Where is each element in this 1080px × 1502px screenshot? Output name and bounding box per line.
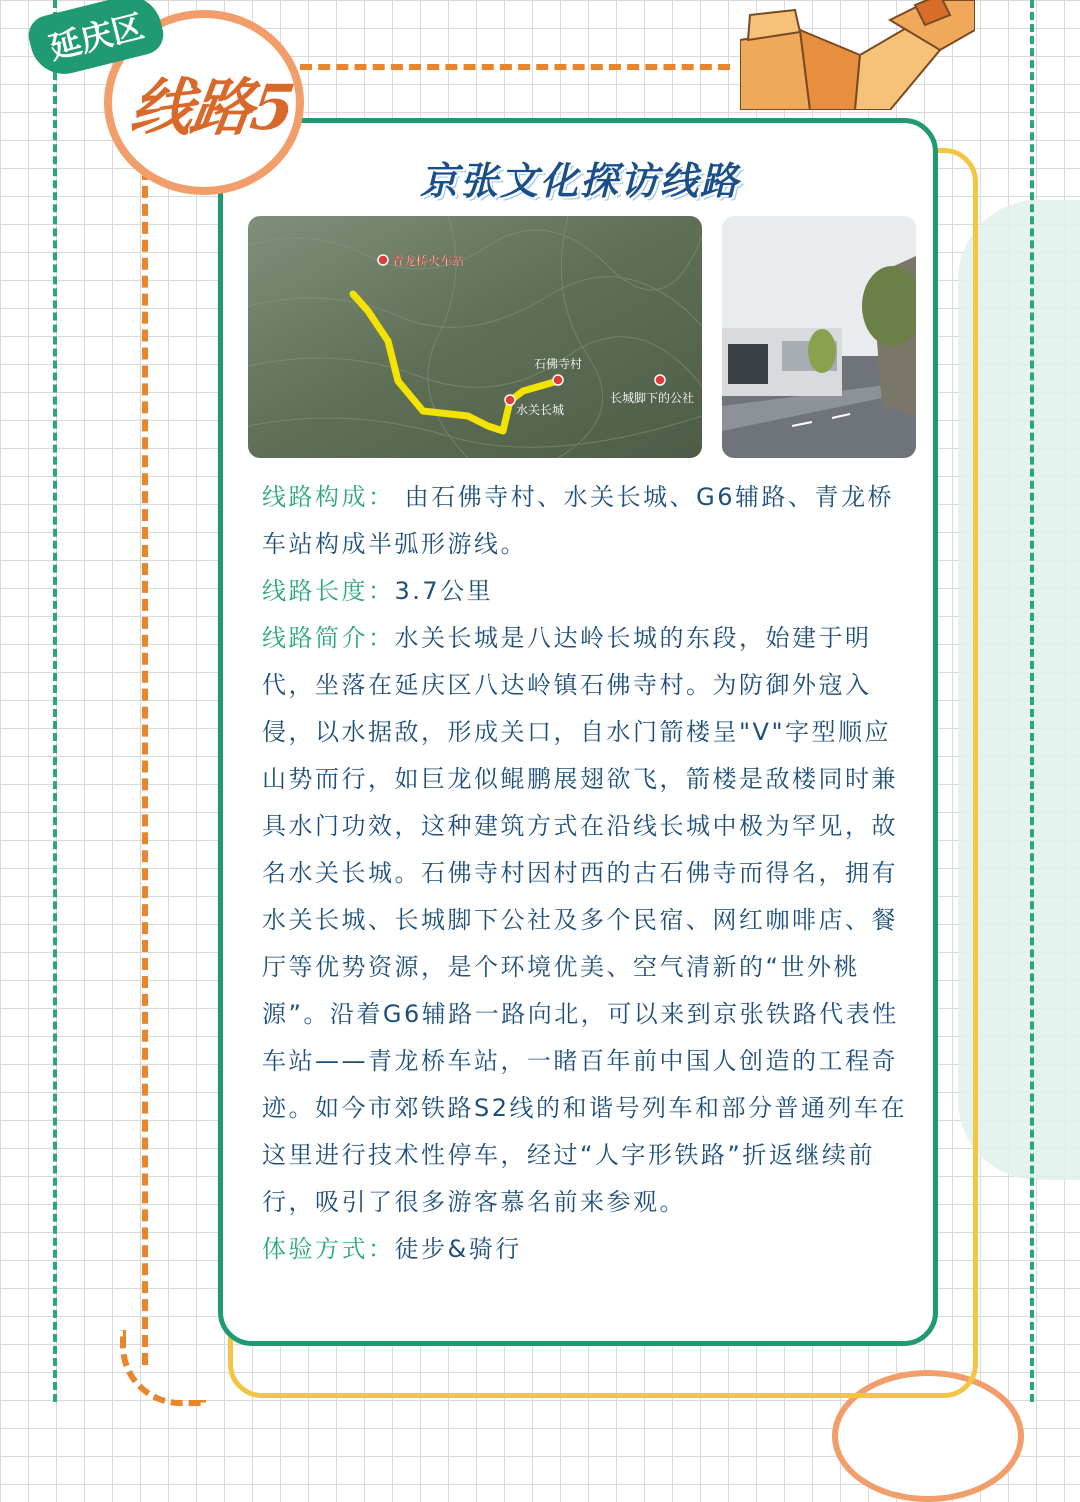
street-photo <box>722 216 916 458</box>
map-marker-qinglongqiao <box>378 255 388 265</box>
composition-label: 线路构成： <box>262 483 395 511</box>
map-label-shuiguan: 水关长城 <box>516 403 565 417</box>
intro-label: 线路简介： <box>262 624 395 652</box>
composition-text: 由石佛寺村、水关长城、G6辅路、青龙桥车站构成半弧形游线。 <box>262 483 895 558</box>
decorative-dashed-line-right <box>1030 0 1034 1402</box>
experience-label: 体验方式： <box>262 1235 395 1263</box>
district-tag: 延庆区 <box>24 0 167 81</box>
route-number-title: 线路5 <box>126 71 298 144</box>
intro-paragraph <box>262 615 917 1226</box>
length-paragraph <box>262 568 917 615</box>
map-label-changcheng: 长城脚下的公社 <box>610 391 695 405</box>
map-label-shifosi: 石佛寺村 <box>534 357 583 371</box>
decorative-dashed-line-left <box>53 0 57 1402</box>
length-text: 3.7公里 <box>394 577 494 605</box>
route-map <box>248 216 702 458</box>
route-description <box>262 474 917 1273</box>
composition-paragraph <box>262 474 917 568</box>
map-marker-shifosi <box>553 375 563 385</box>
decorative-orange-dash-top <box>300 64 730 70</box>
decorative-orange-arc <box>120 1330 206 1406</box>
decorative-orange-dash-left <box>142 150 148 1365</box>
experience-text: 徒步&骑行 <box>394 1235 522 1263</box>
map-marker-shuiguan <box>505 395 515 405</box>
intro-text: 水关长城是八达岭长城的东段，始建于明代，坐落在延庆区八达岭镇石佛寺村。为防御外寇入侵，以水据敌，形成关口，自水门箭楼呈"V"字型顺应山势而行，如巨龙似鲲鹏展翅欲飞，箭楼是敌楼同时兼具水门功效，这种建筑方式在沿线长城中极为罕见，故名水关长城。石佛寺村因村西的古石佛寺而得名，拥有水关长城、长城脚下公社及多个民宿、网红咖啡店、餐厅等优势资源，是个环境优美、空气清新的“世外桃源”。沿着G6辅路一路向北，可以来到京张铁路代表性车站——青龙桥车站，一睹百年前中国人创造的工程奇迹。如今市郊铁路S2线的和谐号列车和部分普通列车在这里进行技术性停车，经过“人字形铁路”折返继续前行，吸引了很多游客慕名前来参观。 <box>262 624 908 1216</box>
map-label-qinglongqiao: 青龙桥火车站 <box>392 254 465 268</box>
experience-paragraph <box>262 1226 917 1273</box>
map-marker-changcheng <box>655 375 665 385</box>
great-wall-illustration <box>740 0 975 110</box>
card-title: 京张文化探访线路 <box>419 158 740 203</box>
length-label: 线路长度： <box>262 577 395 605</box>
